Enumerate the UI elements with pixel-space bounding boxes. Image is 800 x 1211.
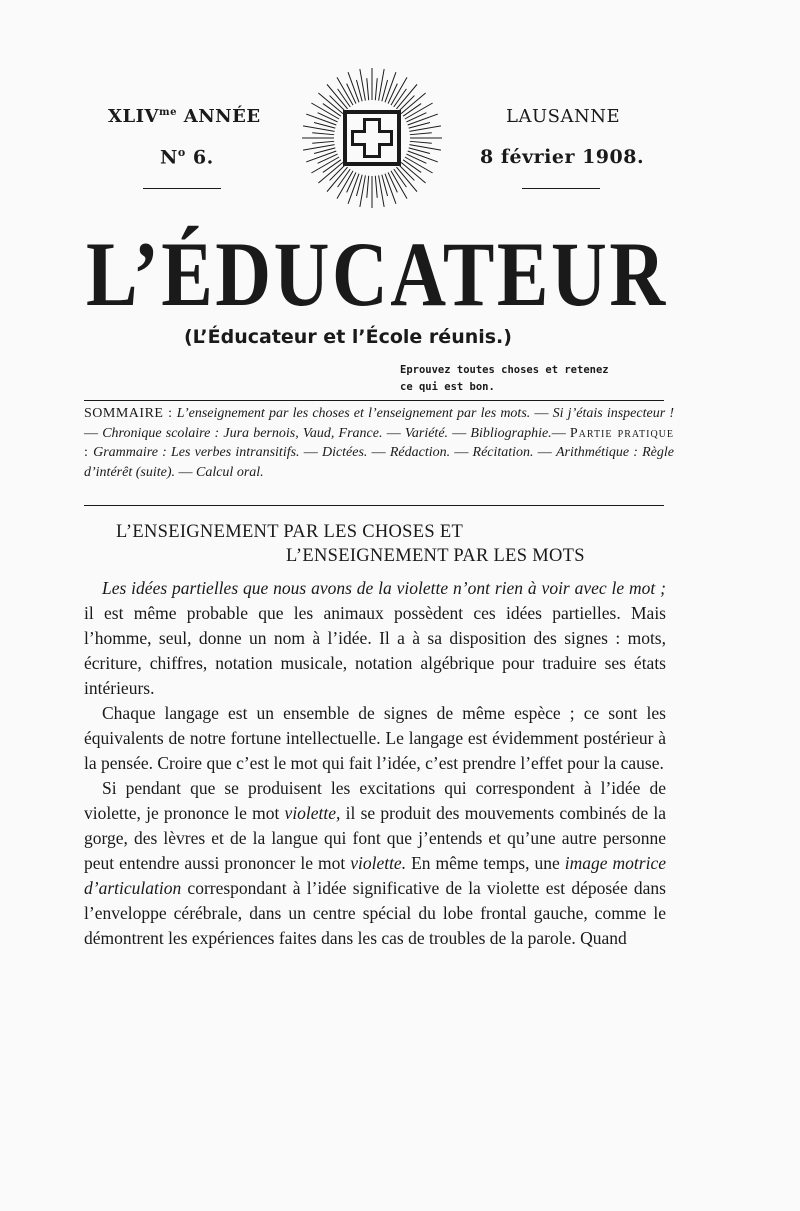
toc-item: Chronique scolaire : Jura bernois, Vaud, France. [102, 425, 383, 441]
header-right-rule [522, 188, 600, 189]
toc-item: Bibliographie. [470, 425, 552, 441]
toc-item: Calcul oral. [195, 464, 264, 480]
sun-ray [347, 172, 356, 192]
sun-ray [410, 141, 432, 143]
sun-ray [388, 172, 397, 192]
sunburst-emblem [298, 66, 446, 210]
toc-item: Rédaction. [389, 445, 451, 460]
sun-ray [318, 154, 338, 163]
sun-ray [318, 113, 338, 122]
sun-ray [367, 176, 369, 198]
issue-date: 8 février 1908. [480, 146, 645, 168]
header-left-rule [143, 188, 221, 189]
toc-item: Dictées. [321, 445, 368, 460]
table-of-contents: SOMMAIRE : L’enseignement par les choses et l’enseignement par les mots. — Si j’étais inspecteur ! — Chronique scolaire : Jura bernois, Vaud, France. — Variété. — Bibliographie.— Partie pratique : Grammaire : Les verbes intransitifs. — Dictées. — Rédaction. — Récitation. — Arithmétique : Règle d’intérêt (suite). — Calcul oral. [84, 406, 675, 480]
summary-bottom-rule [84, 505, 664, 506]
sun-ray [347, 84, 356, 104]
paragraph: Les idées partielles que nous avons de la violette n’ont rien à voir avec le mot ; il est même probable que les animaux possèdent ces idées partielles. Mais l’homme, seul, donne un nom à l’idée. Il a à sa disposition des signes : mots, écriture, chiffres, notation musicale, notation algébrique pour traduire ses états intérieurs. [84, 578, 666, 698]
sun-ray [312, 141, 334, 143]
swiss-cross-icon [298, 66, 446, 210]
toc-item: L’enseignement par les choses et l’enseignement par les mots. [176, 406, 531, 421]
toc-item: Si j’étais inspecteur ! [552, 406, 674, 421]
toc-item: Arithmétique : Règle d’intérêt [84, 445, 674, 480]
journal-title: L’ÉDUCATEUR [86, 223, 668, 325]
sun-ray [406, 154, 426, 163]
issue-number: $N^o$ 6. [160, 146, 214, 169]
sun-ray [312, 133, 334, 135]
practical-section-label: Partie pratique : [84, 425, 675, 460]
sun-ray [388, 84, 397, 104]
city-label: LAUSANNE [506, 106, 621, 127]
toc-item: Variété. [404, 425, 449, 441]
sun-ray [375, 176, 377, 198]
summary-top-rule [84, 400, 664, 401]
year-superscript: me [159, 107, 177, 118]
year-label: $XLIV^{me}$ ANNÉE [108, 106, 261, 127]
motto: Eprouvez toutes choses et retenez ce qui est bon. [400, 364, 609, 393]
article-body [84, 576, 666, 951]
toc-item: Récitation. [472, 445, 534, 460]
toc-item: Grammaire : Les verbes intransitifs. [93, 445, 300, 460]
article-heading-line2: L’ENSEIGNEMENT PAR LES MOTS [286, 546, 585, 566]
sun-ray [375, 78, 377, 100]
article-heading-line1: L’ENSEIGNEMENT PAR LES CHOSES ET [116, 522, 464, 542]
paragraph: Chaque langage est un ensemble de signes de même espèce ; ce sont les équivalents de notre fortune intellectuelle. Le langage est évidemment postérieur à la pensée. Croire que c’est le mot qui fait l’idée, c’est prendre l’effet pour la cause. [84, 703, 666, 773]
journal-subtitle: (L’Éducateur et l’École réunis.) [184, 326, 512, 348]
sun-ray [410, 133, 432, 135]
sun-ray [367, 78, 369, 100]
paragraph: Si pendant que se produisent les excitations qui correspondent à l’idée de violette, je prononce le mot violette, il se produit des mouvements combinés de la gorge, des lèvres et de la langue qui font que j’entends et qu’une autre personne peut entendre aussi prononcer le mot violette. En même temps, une image motrice d’articulation correspondant à l’idée significative de la violette est déposée dans l’enveloppe cérébrale, dans un centre spécial du lobe frontal gauche, comme le démontrent les expériences faites dans les cas de troubles de la parole. Quand [84, 778, 667, 948]
sun-ray [406, 113, 426, 122]
